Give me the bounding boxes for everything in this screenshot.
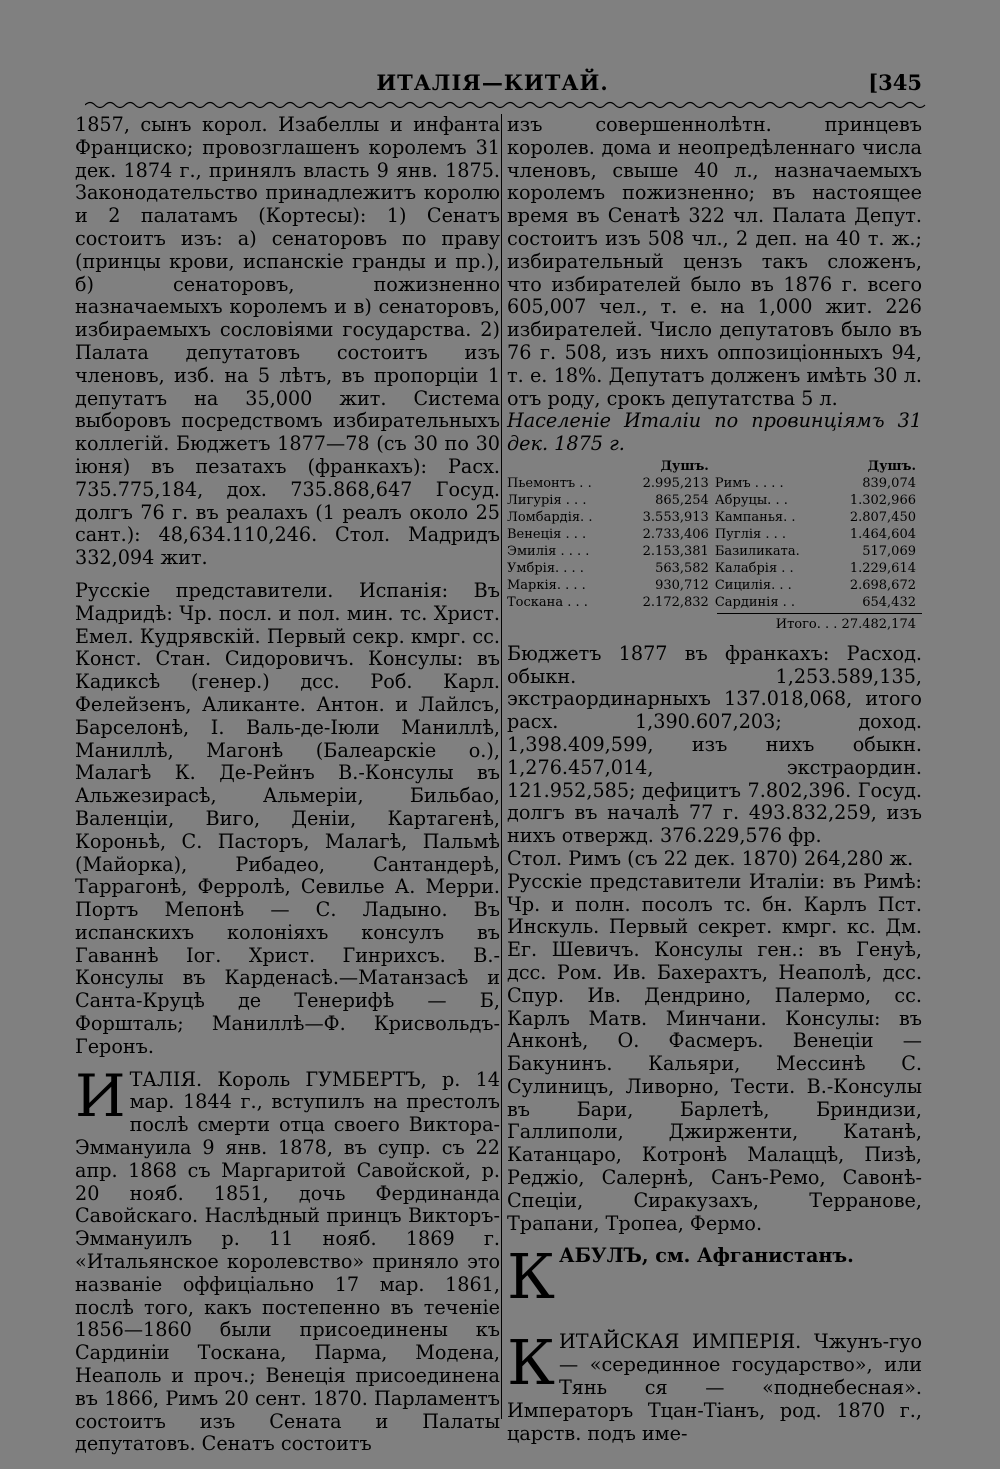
china-entry: [507, 1326, 922, 1445]
left-column: [75, 114, 500, 1456]
kabul-text: АБУЛЪ, см. Афганистанъ.: [558, 1244, 854, 1268]
page: [55, 52, 930, 1456]
kabul-entry: [507, 1240, 922, 1314]
column-divider: [501, 114, 502, 1419]
province-name: Лигурія . . .: [507, 492, 587, 508]
province-population: 517,069: [862, 543, 916, 559]
table-col-header: Душъ.: [660, 458, 709, 474]
header-rule: [85, 100, 930, 110]
province-population: 2.153,381: [642, 543, 709, 559]
province-population: 2.807,450: [849, 509, 916, 525]
italy-text: ТАЛІЯ. Король ГУМБЕРТЪ, р. 14 мар. 1844 г., вступилъ на престолъ послѣ смерти отца своего Виктора-Эммануила 9 янв. 1878, въ супр. съ 22 апр. 1868 съ Маргаритой Савойской, р. 20 нояб. 1851, дочь Фердинанда Савойскаго. Наслѣдный принцъ Викторъ-Эммануилъ р. 11 нояб. 1869 г. «Итальянское королевство» приняло это названіе оффиціально 17 мар. 1861, послѣ того, какъ постепенно въ теченіе 1856—1860 были присоединены къ Сардиніи Тоскана, Парма, Модена, Неаполь и проч.; Венеція присоединена въ 1866, Римъ 20 сент. 1870. Парламентъ состоитъ изъ Сената и Палаты депутатовъ. Сенатъ состоитъ: [75, 1067, 500, 1456]
province-population: 2.172,832: [642, 594, 709, 610]
table-col-header: Душъ.: [867, 458, 916, 474]
province-population: 839,074: [862, 475, 916, 491]
table-row: [507, 526, 922, 543]
right-column: [507, 114, 922, 1445]
province-name: Сардинія . .: [714, 594, 796, 610]
province-name: Умбрія. . . .: [507, 560, 584, 576]
population-heading: Населеніе Италіи по провинціямъ 31 дек. 1875 г.: [507, 409, 922, 456]
province-population: 563,582: [655, 560, 709, 576]
table-row: [507, 577, 922, 594]
italy-capital-line: Стол. Римъ (съ 22 дек. 1870) 264,280 ж.: [507, 846, 914, 870]
table-row: [507, 492, 922, 509]
page-number: [345: [868, 70, 922, 95]
province-population: 2.995,213: [642, 475, 709, 491]
table-row: [507, 594, 922, 611]
population-table: [507, 458, 922, 611]
table-row: [507, 560, 922, 577]
page-header-title: ИТАЛІЯ—КИТАЙ.: [376, 70, 609, 95]
table-row: [507, 543, 922, 560]
province-population: 1.464,604: [849, 526, 916, 542]
province-name: Абруцы. . .: [714, 492, 788, 508]
province-population: 2.698,672: [849, 577, 916, 593]
province-population: 930,712: [655, 577, 709, 593]
kabul-dropcap: К: [507, 1240, 555, 1314]
province-name: Калабрія . .: [714, 560, 794, 576]
province-name: Венеція . . .: [507, 526, 587, 542]
table-header-row: [507, 458, 922, 475]
table-row: [507, 475, 922, 492]
province-name: Кампанья. .: [714, 509, 796, 525]
province-name: Сицилія. . .: [714, 577, 792, 593]
province-population: 1.302,966: [849, 492, 916, 508]
italy-paragraph: [75, 1061, 500, 1457]
province-name: Базиликата.: [714, 543, 800, 559]
population-total: Итого. . . 27.482,174: [717, 613, 922, 637]
province-population: 865,254: [655, 492, 709, 508]
province-name: Пуглія . . .: [714, 526, 787, 542]
province-population: 2.733,406: [642, 526, 709, 542]
spain-russian-representatives-paragraph: Русскіе представители. Испанія: Въ Мадридѣ: Чр. посл. и пол. мин. тс. Христ. Емел. Кудрявскій. Первый секр. кмрг. сс. Конст. Стан. Сидоровичъ. Консулы: въ Кадиксѣ (генер.) дсс. Роб. Карл. Фелейзенъ, Аликанте. Антон. и Лайлсъ, Барселонѣ, I. Валь-де-Іюли Маниллѣ, Маниллѣ, Магонѣ (Балеарскіе о.), Малагѣ К. Де-Рейнъ В.-Консулы въ Альжезирасѣ, Альмеріи, Бильбао, Валенціи, Виго, Деніи, Картагенѣ, Короньѣ, С. Пасторъ, Малагѣ, Пальмѣ (Майорка), Рибадео, Сантандерѣ, Таррагонѣ, Ферролѣ, Севилье А. Мерри. Портъ Мепонѣ — С. Ладыно. Въ испанскихъ колоніяхъ консулъ въ Гаваннѣ Іог. Христ. Гинрихсъ. В.-Консулы въ Карденасѣ.—Матанзасѣ и Санта-Круцѣ де Тенерифѣ — Б, Форшталь; Маниллѣ—Ф. Крисвольдъ-Геронъ.: [75, 578, 500, 1058]
province-population: 654,432: [862, 594, 916, 610]
province-population: 3.553,913: [642, 509, 709, 525]
spain-legislature-paragraph: 1857, сынъ корол. Изабеллы и инфанта Франциско; провозглашенъ королемъ 31 дек. 1874 г., принялъ власть 9 янв. 1875. Законодательство принадлежитъ королю и 2 палатамъ (Кортесы): 1) Сенатъ состоитъ изъ: а) сенаторовъ по праву (принцы крови, испанскіе гранды и пр.), б) сенаторовъ, пожизненно назначаемыхъ королемъ и в) сенаторовъ, избираемыхъ сословіями государства. 2) Палата депутатовъ состоитъ изъ членовъ, изб. на 5 лѣтъ, въ пропорціи 1 депутатъ на 35,000 жит. Система выборовъ посредствомъ избирательныхъ коллегій. Бюджетъ 1877—78 (съ 30 по 30 іюня) въ пезатахъ (франкахъ): Расх. 735.775,184, дох. 735.868,647 Госуд. долгъ 76 г. въ реалахъ (1 реалъ около 25 сант.): 48,634.110,246. Стол. Мадридъ 332,094 жит.: [75, 113, 500, 570]
province-population: 1.229,614: [849, 560, 916, 576]
province-name: Ломбардія. .: [507, 509, 593, 525]
italy-budget-paragraph: Бюджетъ 1877 въ франкахъ: Расход. обыкн. 1,253.589,135, экстраординарныхъ 137.018,068, итого расх. 1,390.607,203; доход. 1,398.409,599, изъ нихъ обыкн. 1,276.457,014, экстраордин. 121.952,585; дефицитъ 7.802,396. Госуд. долгъ въ началѣ 77 г. 493.832,259, изъ нихъ отвержд. 376.229,576 фр.: [507, 641, 922, 848]
running-header: [55, 70, 930, 100]
italy-russian-representatives-paragraph: Русскіе представители Италіи: въ Римѣ: Чр. и полн. посолъ тс. бн. Карлъ Пст. Инскуль. Первый секрет. кмрг. кс. Дм. Ег. Шевичъ. Консулы ген.: въ Генуѣ, дсс. Ром. Ив. Бахерахтъ, Неаполѣ, дсс. Спур. Ив. Дендрино, Палермо, сс. Карлъ Матв. Минчани. Консулы: въ Анконѣ, О. Фасмеръ. Венеціи — Бакунинъ. Кальяри, Мессинѣ С. Сулиницъ, Ливорно, Тести. В.-Консулы въ Бари, Барлетѣ, Бриндизи, Галлиполи, Джирженти, Катанѣ, Катанцаро, Котронѣ Малаццѣ, Пизѣ, Реджіо, Салернѣ, Санъ-Ремо, Савонѣ-Спеціи, Сиракузахъ, Терранове, Трапани, Тропеа, Фермо.: [507, 869, 922, 1235]
china-text: ИТАЙСКАЯ ИМПЕРІЯ. Чжунъ-гуо— «серединное государство», или Тянь ся — «поднебесная». Императоръ Тцан-Тіанъ, род. 1870 г., царств. подъ име-: [507, 1330, 922, 1445]
italy-dropcap: И: [75, 1061, 126, 1130]
china-dropcap: К: [507, 1326, 555, 1400]
italy-senate-paragraph: изъ совершеннолѣтн. принцевъ королев. дома и неопредѣленнаго числа членовъ, свыше 40 л., назначаемыхъ королемъ пожизненно; въ настоящее время въ Сенатѣ 322 чл. Палата Депут. состоитъ изъ 508 чл., 2 деп. на 40 т. ж.; избирательный цензъ такъ сложенъ, что избирателей было въ 1876 г. всего 605,007 чел., т. е. на 1,000 жит. 226 избирателей. Число депутатовъ было въ 76 г. 508, изъ нихъ оппозиціонныхъ 94, т. е. 18%. Депутатъ долженъ имѣть 30 л. отъ роду, срокъ депутатства 5 л.: [507, 113, 922, 410]
province-name: Римъ . . . .: [714, 475, 784, 491]
table-row: [507, 509, 922, 526]
province-name: Пьемонтъ . .: [507, 475, 592, 491]
province-name: Эмилія . . . .: [507, 543, 590, 559]
province-name: Тоскана . . .: [507, 594, 588, 610]
province-name: Маркія. . . .: [507, 577, 586, 593]
